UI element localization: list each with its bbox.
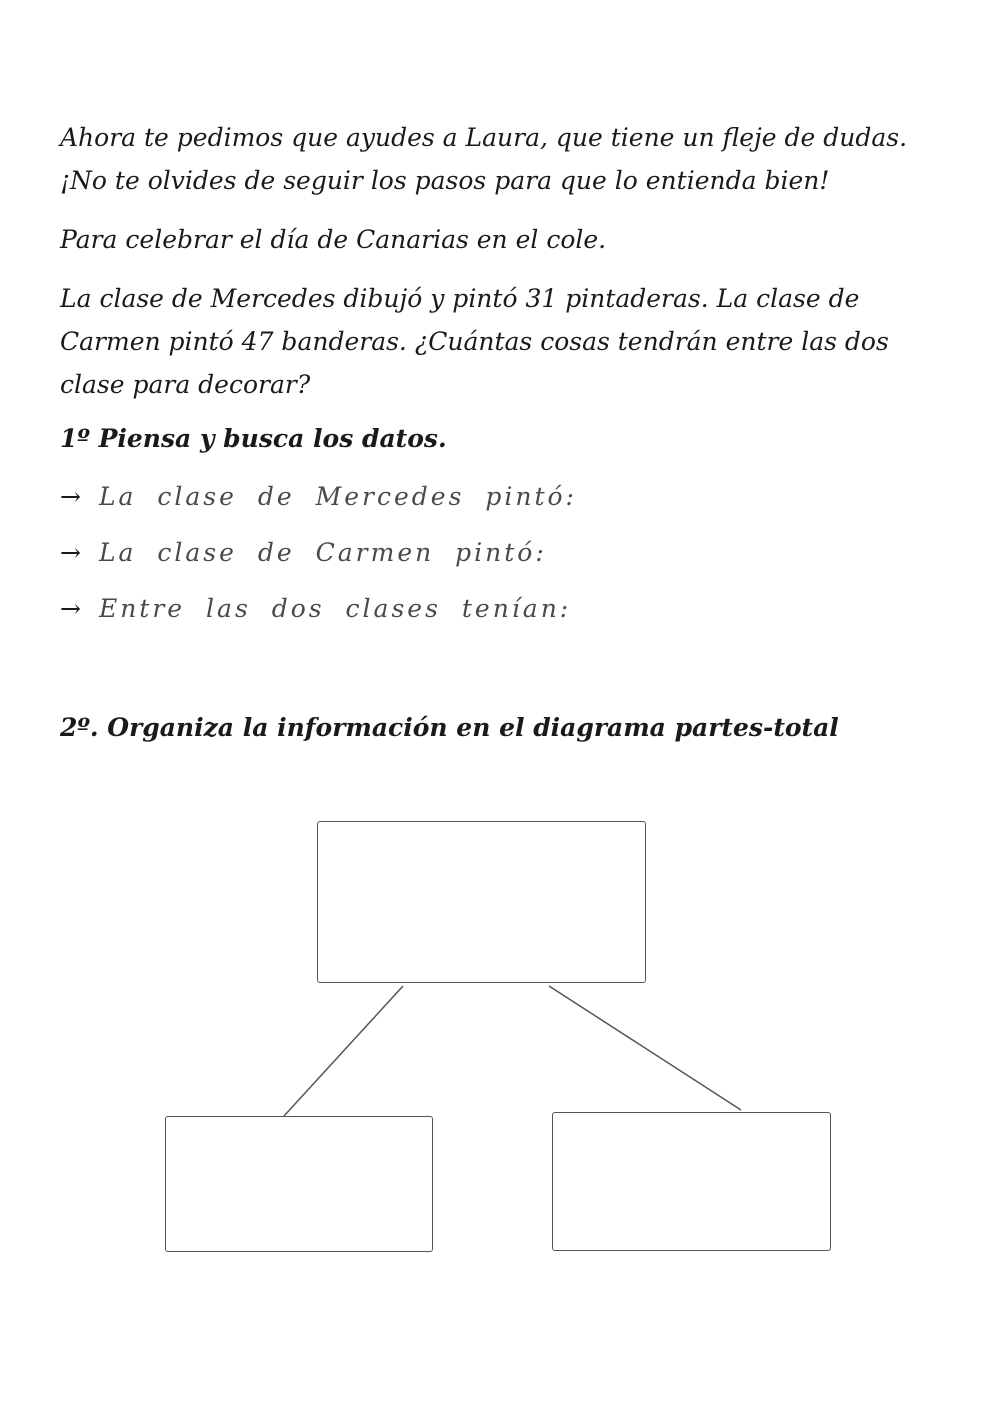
data-line-carmen [60,538,547,567]
connector-line-left [284,986,403,1116]
total-box[interactable] [317,821,646,983]
step1-heading: 1º Piensa y busca los datos. [60,424,447,453]
arrow-icon: → [60,538,81,567]
connector-line-right [549,986,741,1110]
intro-paragraph: Ahora te pedimos que ayudes a Laura, que tiene un fleje de dudas. ¡No te olvides de seguir los pasos para que lo entienda bien! [60,123,908,195]
problem-paragraph: La clase de Mercedes dibujó y pintó 31 pintaderas. La clase de Carmen pintó 47 banderas. ¿Cuántas cosas tendrán entre las dos clase para decorar? [60,284,889,399]
data-label-total: Entre las dos clases tenían: [98,594,572,623]
part-right-box[interactable] [552,1112,831,1251]
data-line-mercedes [60,482,577,511]
context-paragraph: Para celebrar el día de Canarias en el cole. [60,225,607,254]
data-label-carmen: La clase de Carmen pintó: [98,538,547,567]
part-left-box[interactable] [165,1116,433,1252]
arrow-icon: → [60,482,81,511]
data-label-mercedes: La clase de Mercedes pintó: [98,482,577,511]
arrow-icon: → [60,594,81,623]
step2-heading: 2º. Organiza la información en el diagrama partes-total [60,713,839,742]
data-line-total [60,594,571,623]
